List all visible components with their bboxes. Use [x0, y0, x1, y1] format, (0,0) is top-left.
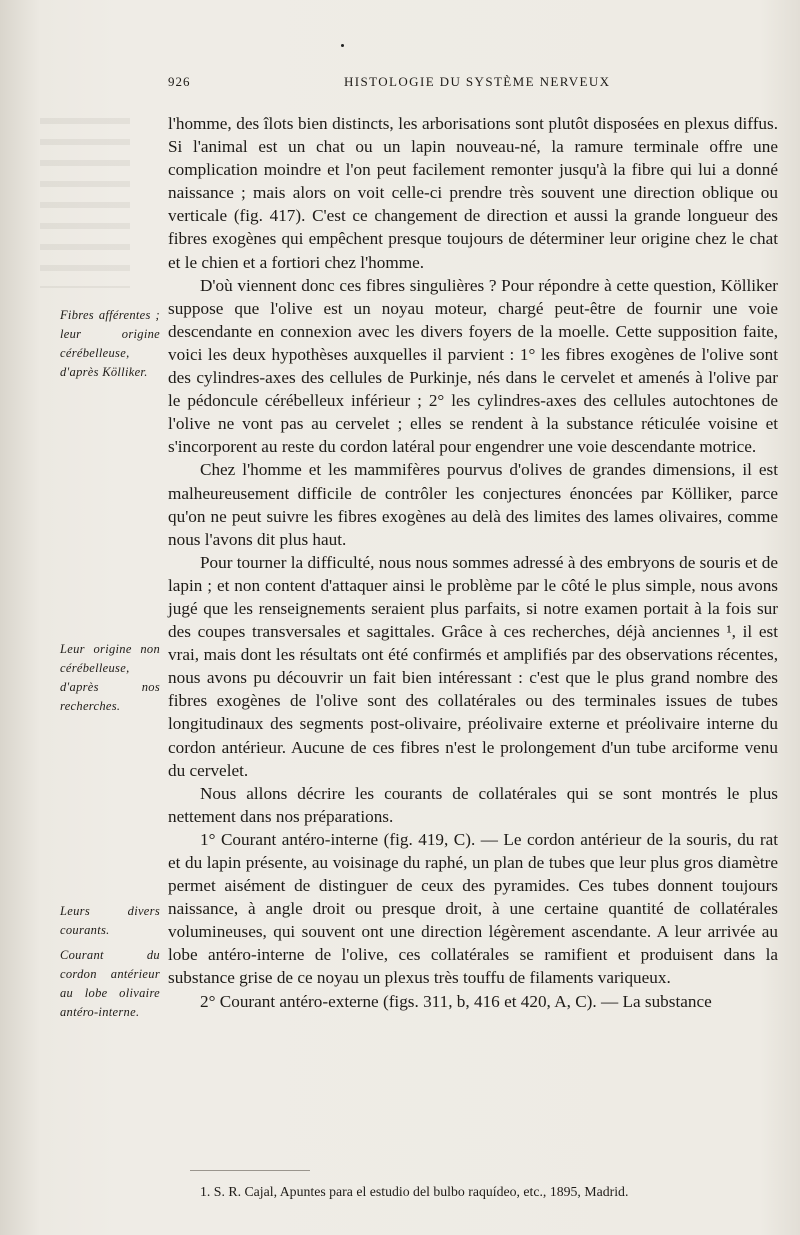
running-header [168, 74, 778, 96]
paragraph: l'homme, des îlots bien distincts, les arborisations sont plutôt disposées en plexus diffus. Si l'animal est un chat ou un lapin nouveau-né, la ramure terminale offre une complication moindre et l'on peut facilement remonter jusqu'à la fibre qui lui a donné naissance ; mais alors on voit celle-ci prendre très souvent une direction oblique ou verticale (fig. 417). C'est ce changement de direction et aussi la grande longueur des fibres exogènes qui empêchent presque toujours de déterminer leur origine chez le chat et le chien et a fortiori chez l'homme. [168, 114, 778, 272]
page-number: 926 [168, 74, 191, 89]
paragraph: Chez l'homme et les mammifères pourvus d'olives de grandes dimensions, il est malheureusement difficile de contrôler les conjectures énoncées par Kölliker, parce qu'on ne peut suivre les fibres exogènes au delà des limites des lames olivaires, comme nous l'avons dit plus haut. [168, 460, 778, 549]
running-title: HISTOLOGIE DU SYSTÈME NERVEUX [344, 74, 611, 89]
paragraph: 1° Courant antéro-interne (fig. 419, C). — Le cordon antérieur de la souris, du rat et du lapin présente, au voisinage du raphé, un plan de tubes que leur plus gros diamètre permet aisément de distinguer de ceux des pyramides. Ces tubes donnent toujours naissance, à angle droit ou presque droit, à une certaine quantité de collatérales volumineuses, qui souvent ont une direction légèrement ascendante. A leur arrivée au lobe antéro-interne de l'olive, ces collatérales se ramifient et produisent dans la substance grise de ce noyau un plexus très touffu de filaments variqueux. [168, 829, 778, 988]
margin-note-divers-courants: Leurs divers courants. [60, 904, 160, 937]
body-text [168, 112, 778, 1013]
show-through-bleed [40, 118, 130, 288]
margin-note-courant-cordon: Courant du cordon antérieur au lobe olivaire antéro-interne. [60, 948, 160, 1019]
footnote: 1. S. R. Cajal, Apuntes para el estudio del bulbo raquídeo, etc., 1895, Madrid. [200, 1184, 629, 1199]
margin-note-kolliker: Fibres afférentes ; leur origine cérébelleuse, d'après Kölliker. [60, 308, 160, 379]
paragraph: Pour tourner la difficulté, nous nous sommes adressé à des embryons de souris et de lapin ; et non content d'attaquer ainsi le problème par le côté le plus simple, nous avons jugé que les renseignements seraient plus parfaits, si notre examen portait à la fois sur des coupes transversales et sagittales. Grâce à ces recherches, déjà anciennes ¹, il est vrai, mais dont les résultats ont été confirmés et amplifiés par des observations récentes, nous avons pu découvrir un fait bien intéressant : c'est que le plus grand nombre des fibres exogènes de l'olive sont des collatérales ou des terminales issues de tubes longitudinaux des segments post-olivaire, préolivaire externe et préolivaire interne du cordon antérieur. Aucune de ces fibres n'est le prolongement d'un tube arciforme venu du cervelet. [168, 552, 778, 780]
paragraph: D'où viennent donc ces fibres singulières ? Pour répondre à cette question, Kölliker suppose que l'olive est un noyau moteur, chargé peut-être de fournir une voie descendante en connexion avec les divers foyers de la moelle. Cette supposition faite, voici les deux hypothèses auxquelles il parvient : 1° les fibres exogènes de l'olive sont des cylindres-axes des cellules de Purkinje, nés dans le cervelet et amenés à l'olive par le pédoncule cérébelleux inférieur ; 2° les cylindres-axes des cellules autochtones de l'olive ne vont pas au cervelet ; elles se rendent à la substance réticulée voisine et s'incorporent au reste du cordon latéral pour engendrer une voie descendante motrice. [168, 275, 778, 457]
paragraph: 2° Courant antéro-externe (figs. 311, b, 416 et 420, A, C). — La substance [200, 991, 712, 1011]
margin-note-nos-recherches: Leur origine non cérébelleuse, d'après nos recherches. [60, 642, 160, 713]
paragraph: Nous allons décrire les courants de collatérales qui se sont montrés le plus nettement dans nos préparations. [168, 783, 778, 826]
footnote-rule [190, 1170, 310, 1171]
ink-speck [341, 44, 344, 47]
